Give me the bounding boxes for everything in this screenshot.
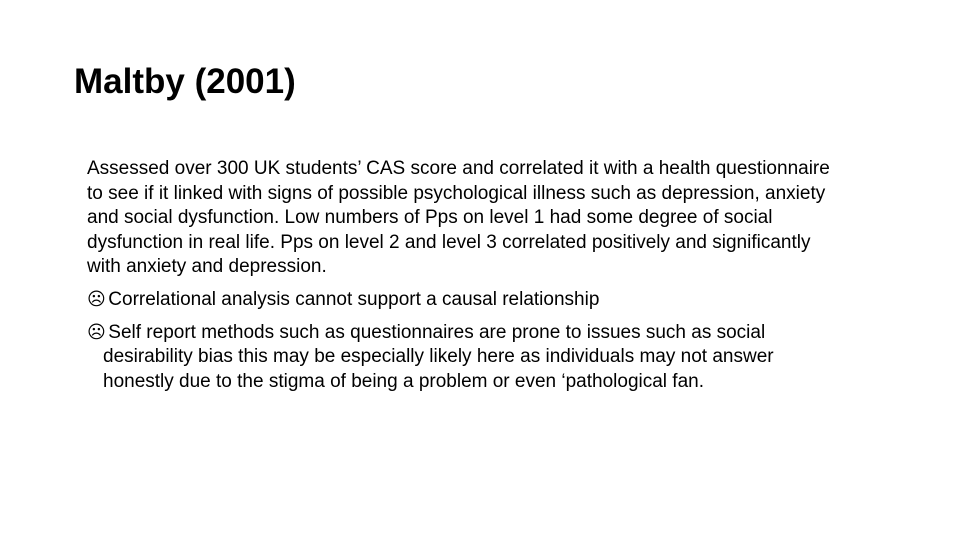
bullet-point-1: [87, 288, 847, 313]
slide-body: [87, 157, 847, 402]
bullet-text-1: Correlational analysis cannot support a causal relationship: [103, 288, 600, 310]
study-description: Assessed over 300 UK students’ CAS score and correlated it with a health questionnaire to see if it linked with signs of possible psychological illness such as depression, anxiety and social dysfunction. Low numbers of Pps on level 1 had some degree of social dysfunction in real life. Pps on level 2 and level 3 correlated positively and significantly with anxiety and depression.: [87, 158, 830, 278]
frown-face-icon: ☹: [87, 288, 106, 310]
slide-title: Maltby (2001): [74, 62, 296, 101]
bullet-point-2: [87, 321, 847, 395]
bullet-text-2: Self report methods such as questionnaires are prone to issues such as social desirability bias this may be especially likely here as individuals may not answer honestly due to the stigma of being a problem or even ‘pathological fan.: [103, 321, 774, 392]
frown-face-icon: ☹: [87, 321, 106, 343]
